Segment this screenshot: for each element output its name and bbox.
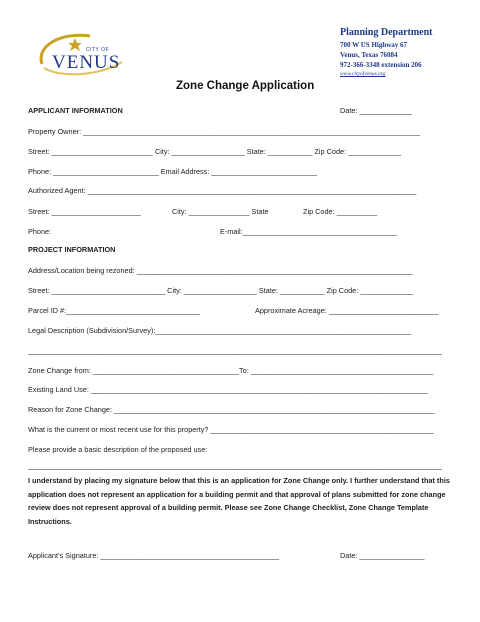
address-line-2: Venus, Texas 76084 [340, 51, 398, 59]
website-link[interactable]: www.cityofvenus.org [340, 71, 386, 77]
certification-statement: I understand by placing my signature below that this is an application for Zone Change only. I further understand that this application does not represent an application for a building permit and that approval of plans submitted for zone change review does not represent approval of a building permit. Please see Zone Change Checklist, Zone Change Template Instructions. [28, 476, 450, 526]
agent-phone-label[interactable]: Phone: [28, 227, 52, 236]
property-owner-field[interactable]: Property Owner: ___________________________________________________________________________________ [28, 127, 420, 136]
proposed-use-label: Please provide a basic description of the proposed use: [28, 445, 208, 454]
phone-line: 972-366-3348 extension 206 [340, 61, 422, 69]
legal-description-continued[interactable]: ______________________________________________________________________________________________________ [28, 346, 442, 355]
logo-venus: VENUS [52, 52, 121, 73]
rezone-address-field[interactable]: Address/Location being rezoned: ____________________________________________________________________ [28, 266, 413, 275]
agent-street-field[interactable]: Street: ______________________ [28, 207, 141, 216]
legal-description-field[interactable]: Legal Description (Subdivision/Survey):_______________________________________________________________ [28, 326, 412, 335]
zone-change-field[interactable]: Zone Change from: ____________________________________To: _____________________________________________ [28, 366, 434, 375]
phone-email-line[interactable]: Phone: __________________________ Email Address: __________________________ [28, 167, 317, 176]
agent-email-field[interactable]: E-mail:______________________________________ [220, 227, 397, 236]
proposed-use-field[interactable]: ______________________________________________________________________________________________________ [28, 461, 442, 470]
agent-zip-field[interactable]: Zip Code: __________ [303, 207, 378, 216]
project-address-line[interactable]: Street: ____________________________ City: __________________ State: ___________ Zip Code: _____________ [28, 286, 414, 295]
address-line-1: 700 W US Highway 67 [340, 41, 408, 49]
city-logo [30, 28, 138, 80]
existing-land-use-field[interactable]: Existing Land Use: ___________________________________________________________________________________ [28, 385, 428, 394]
logo-city-of: CITY OF [86, 47, 110, 53]
current-use-field[interactable]: What is the current or most recent use for this property? _______________________________________________________ [28, 425, 434, 434]
applicant-address-line[interactable]: Street: _________________________ City: __________________ State: ___________ Zip Code: _____________ [28, 147, 401, 156]
reason-field[interactable]: Reason for Zone Change: _______________________________________________________________________________ [28, 405, 435, 414]
project-heading: PROJECT INFORMATION [28, 245, 116, 254]
signature-date-field[interactable]: Date: ________________ [340, 551, 425, 560]
acreage-field[interactable]: Approximate Acreage: ___________________________ [255, 306, 439, 315]
applicant-heading: APPLICANT INFORMATION [28, 106, 123, 115]
agent-city-state-field[interactable]: City: _______________ State [172, 207, 269, 216]
signature-field[interactable]: Applicant’s Signature: ____________________________________________ [28, 551, 280, 560]
authorized-agent-field[interactable]: Authorized Agent: _________________________________________________________________________________ [28, 186, 417, 195]
parcel-id-field[interactable]: Parcel ID #:_________________________________ [28, 306, 201, 315]
department-name: Planning Department [340, 27, 433, 38]
page-title: Zone Change Application [176, 80, 315, 92]
applicant-date-field[interactable]: Date: _____________ [340, 106, 413, 115]
